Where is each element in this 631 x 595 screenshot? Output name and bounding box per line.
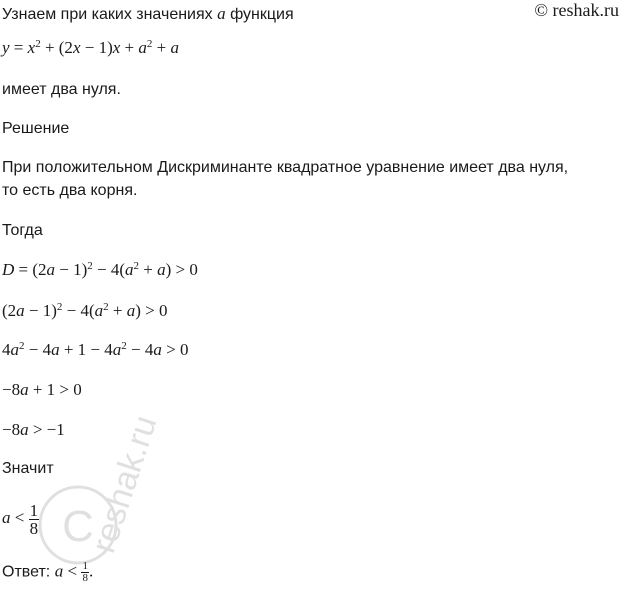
intro-variable: a	[217, 4, 226, 23]
function-equation: $y = x^2 + (2x - 1)x + a^2 + a$	[2, 38, 179, 57]
fraction-denominator: 8	[29, 518, 39, 538]
explanation-line-2: то есть два корня.	[2, 182, 138, 199]
inequality-step-2: $4a^2 - 4a + 1 - 4a^2 - 4a > 0$	[2, 340, 189, 359]
result-fraction	[29, 502, 40, 537]
inequality-step-3: −8a + 1 > 0	[2, 380, 82, 399]
then-label: Тогда	[2, 222, 43, 239]
watermark-text: reshak.ru	[84, 410, 165, 558]
answer-denominator: 8	[82, 572, 88, 584]
discriminant-equation: $D = (2a - 1)^2 - 4(a^2 + a) > 0$	[2, 260, 198, 279]
fraction-numerator: 1	[29, 500, 39, 520]
answer-label: Ответ:	[2, 563, 51, 581]
intro-line	[2, 4, 294, 25]
answer-fraction	[81, 561, 89, 584]
watermark-c-glyph: C	[62, 502, 94, 551]
answer-line: Ответ: a < $\frac{1}{8}$ .	[2, 560, 94, 584]
explanation-line-1: При положительном Дискриминанте квадратное уравнение имеет два нуля,	[2, 159, 569, 176]
intro-text: Узнаем при каких значениях	[2, 6, 213, 23]
two-zeros-text: имеет два нуля.	[2, 81, 121, 98]
inequality-step-4: −8a > −1	[2, 420, 65, 439]
intro-tail: функция	[230, 6, 294, 23]
inequality-step-1: $(2a - 1)^2 - 4(a^2 + a) > 0$	[2, 301, 168, 320]
solution-heading: Решение	[2, 120, 70, 137]
site-watermark-label: © reshak.ru	[534, 0, 619, 20]
therefore-label: Значит	[2, 460, 54, 477]
answer-numerator: 1	[82, 560, 88, 572]
watermark-circle	[40, 487, 116, 563]
result-inequality: a < $\frac{1}{8}$	[2, 500, 39, 538]
